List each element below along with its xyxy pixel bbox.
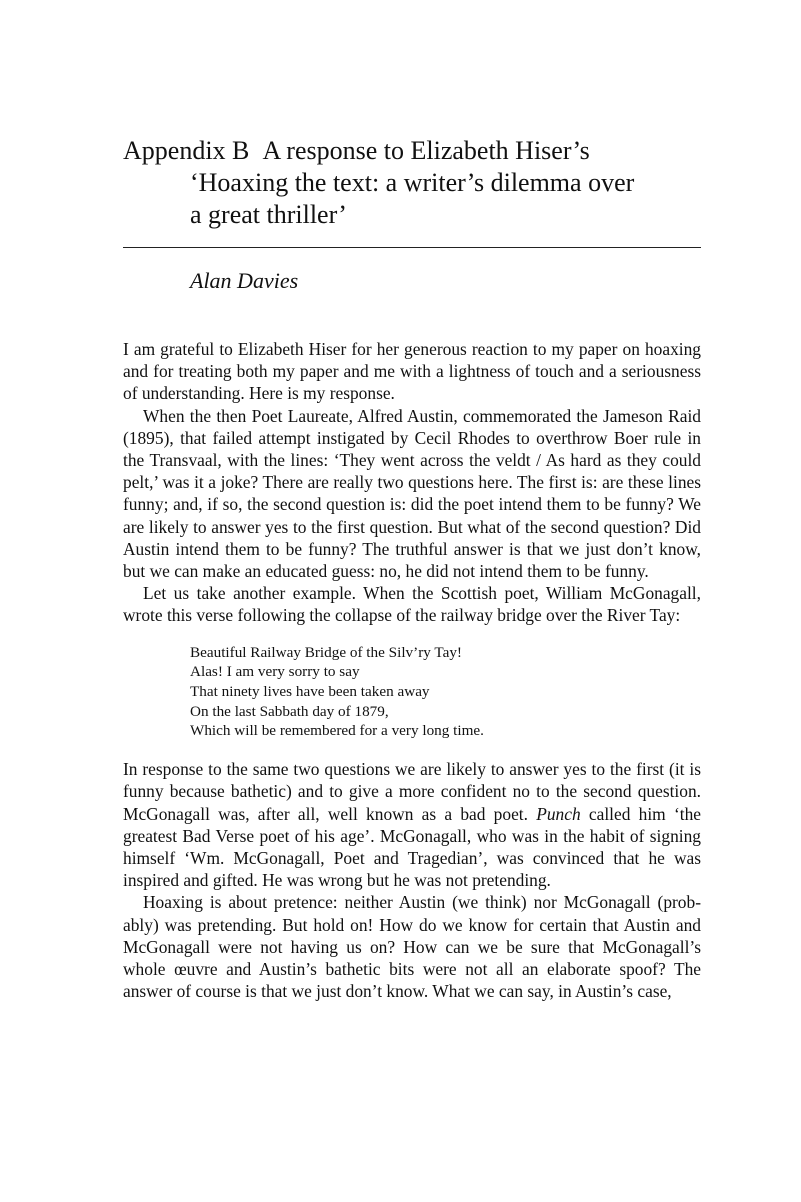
verse-quotation [190,643,701,742]
verse-line: Alas! I am very sorry to say [190,663,360,681]
verse-line: That ninety lives have been taken away [190,683,430,701]
heading-rule [123,247,701,248]
body-text [123,338,701,1002]
paragraph-text: called him ‘the greatest Bad Verse poet of his age’. McGonagall, who was in the habit of signing himself ‘Wm. McGonagall, Poet and Tragedian’, was convinced that he was inspired and gifted. He was wrong but he was not pretending. [123,803,701,891]
verse-line: On the last Sabbath day of 1879, [190,702,389,720]
paragraph [123,758,701,891]
verse-line: Which will be remembered for a very long time. [190,722,484,740]
title-line: ‘Hoaxing the text: a writer’s dilemma over [190,168,635,197]
heading-line-1 [123,135,701,167]
title-line: A response to Elizabeth Hiser’s [262,136,590,165]
title-line: a great thriller’ [190,200,347,229]
appendix-label: Appendix B [123,136,250,165]
paragraph: I am grateful to Elizabeth Hiser for her generous reaction to my paper on hoaxing and for treating both my paper and me with a lightness of touch and a seriousness of understanding. Here is my response. [123,339,701,404]
paragraph: Let us take another example. When the Scottish poet, William McGonagall, wrote this verse following the collapse of the railway bridge over the River Tay: [123,583,701,626]
chapter-heading [123,135,701,231]
italic-title: Punch [536,803,581,824]
paragraph-text: In response to the same two questions we are likely to answer yes to the first (it is funny because bathetic) and to give a more confident no to the second question. McGonagall was, after all, well known as a bad poet. [123,759,701,824]
author-name: Alan Davies [190,268,299,293]
paragraph: Hoaxing is about pretence: neither Austin (we think) nor McGonagall (probably) was pretending. But hold on! How do we know for certain that Austin and McGonagall were not having us on? How can we be sure that McGonagall’s whole œuvre and Austin’s bathetic bits were not all an elaborate spoof? The answer of course is that we just don’t know. What we can say, in Austin’s case, [123,892,701,1002]
paragraph: When the then Poet Laureate, Alfred Austin, commemorated the Jameson Raid (1895), that failed attempt instigated by Cecil Rhodes to overthrow Boer rule in the Transvaal, with the lines: ‘They went across the veldt / As hard as they could pelt,’ was it a joke? There are really two questions here. The first is: are these lines funny; and, if so, the second question is: did the poet intend them to be funny? We are likely to answer yes to the first question. But what of the second question? Did Austin intend them to be funny? The truthful answer is that we just don’t know, but we can make an educated guess: no, he did not intend them to be funny. [123,405,701,582]
verse-line: Beautiful Railway Bridge of the Silv’ry Tay! [190,643,462,661]
